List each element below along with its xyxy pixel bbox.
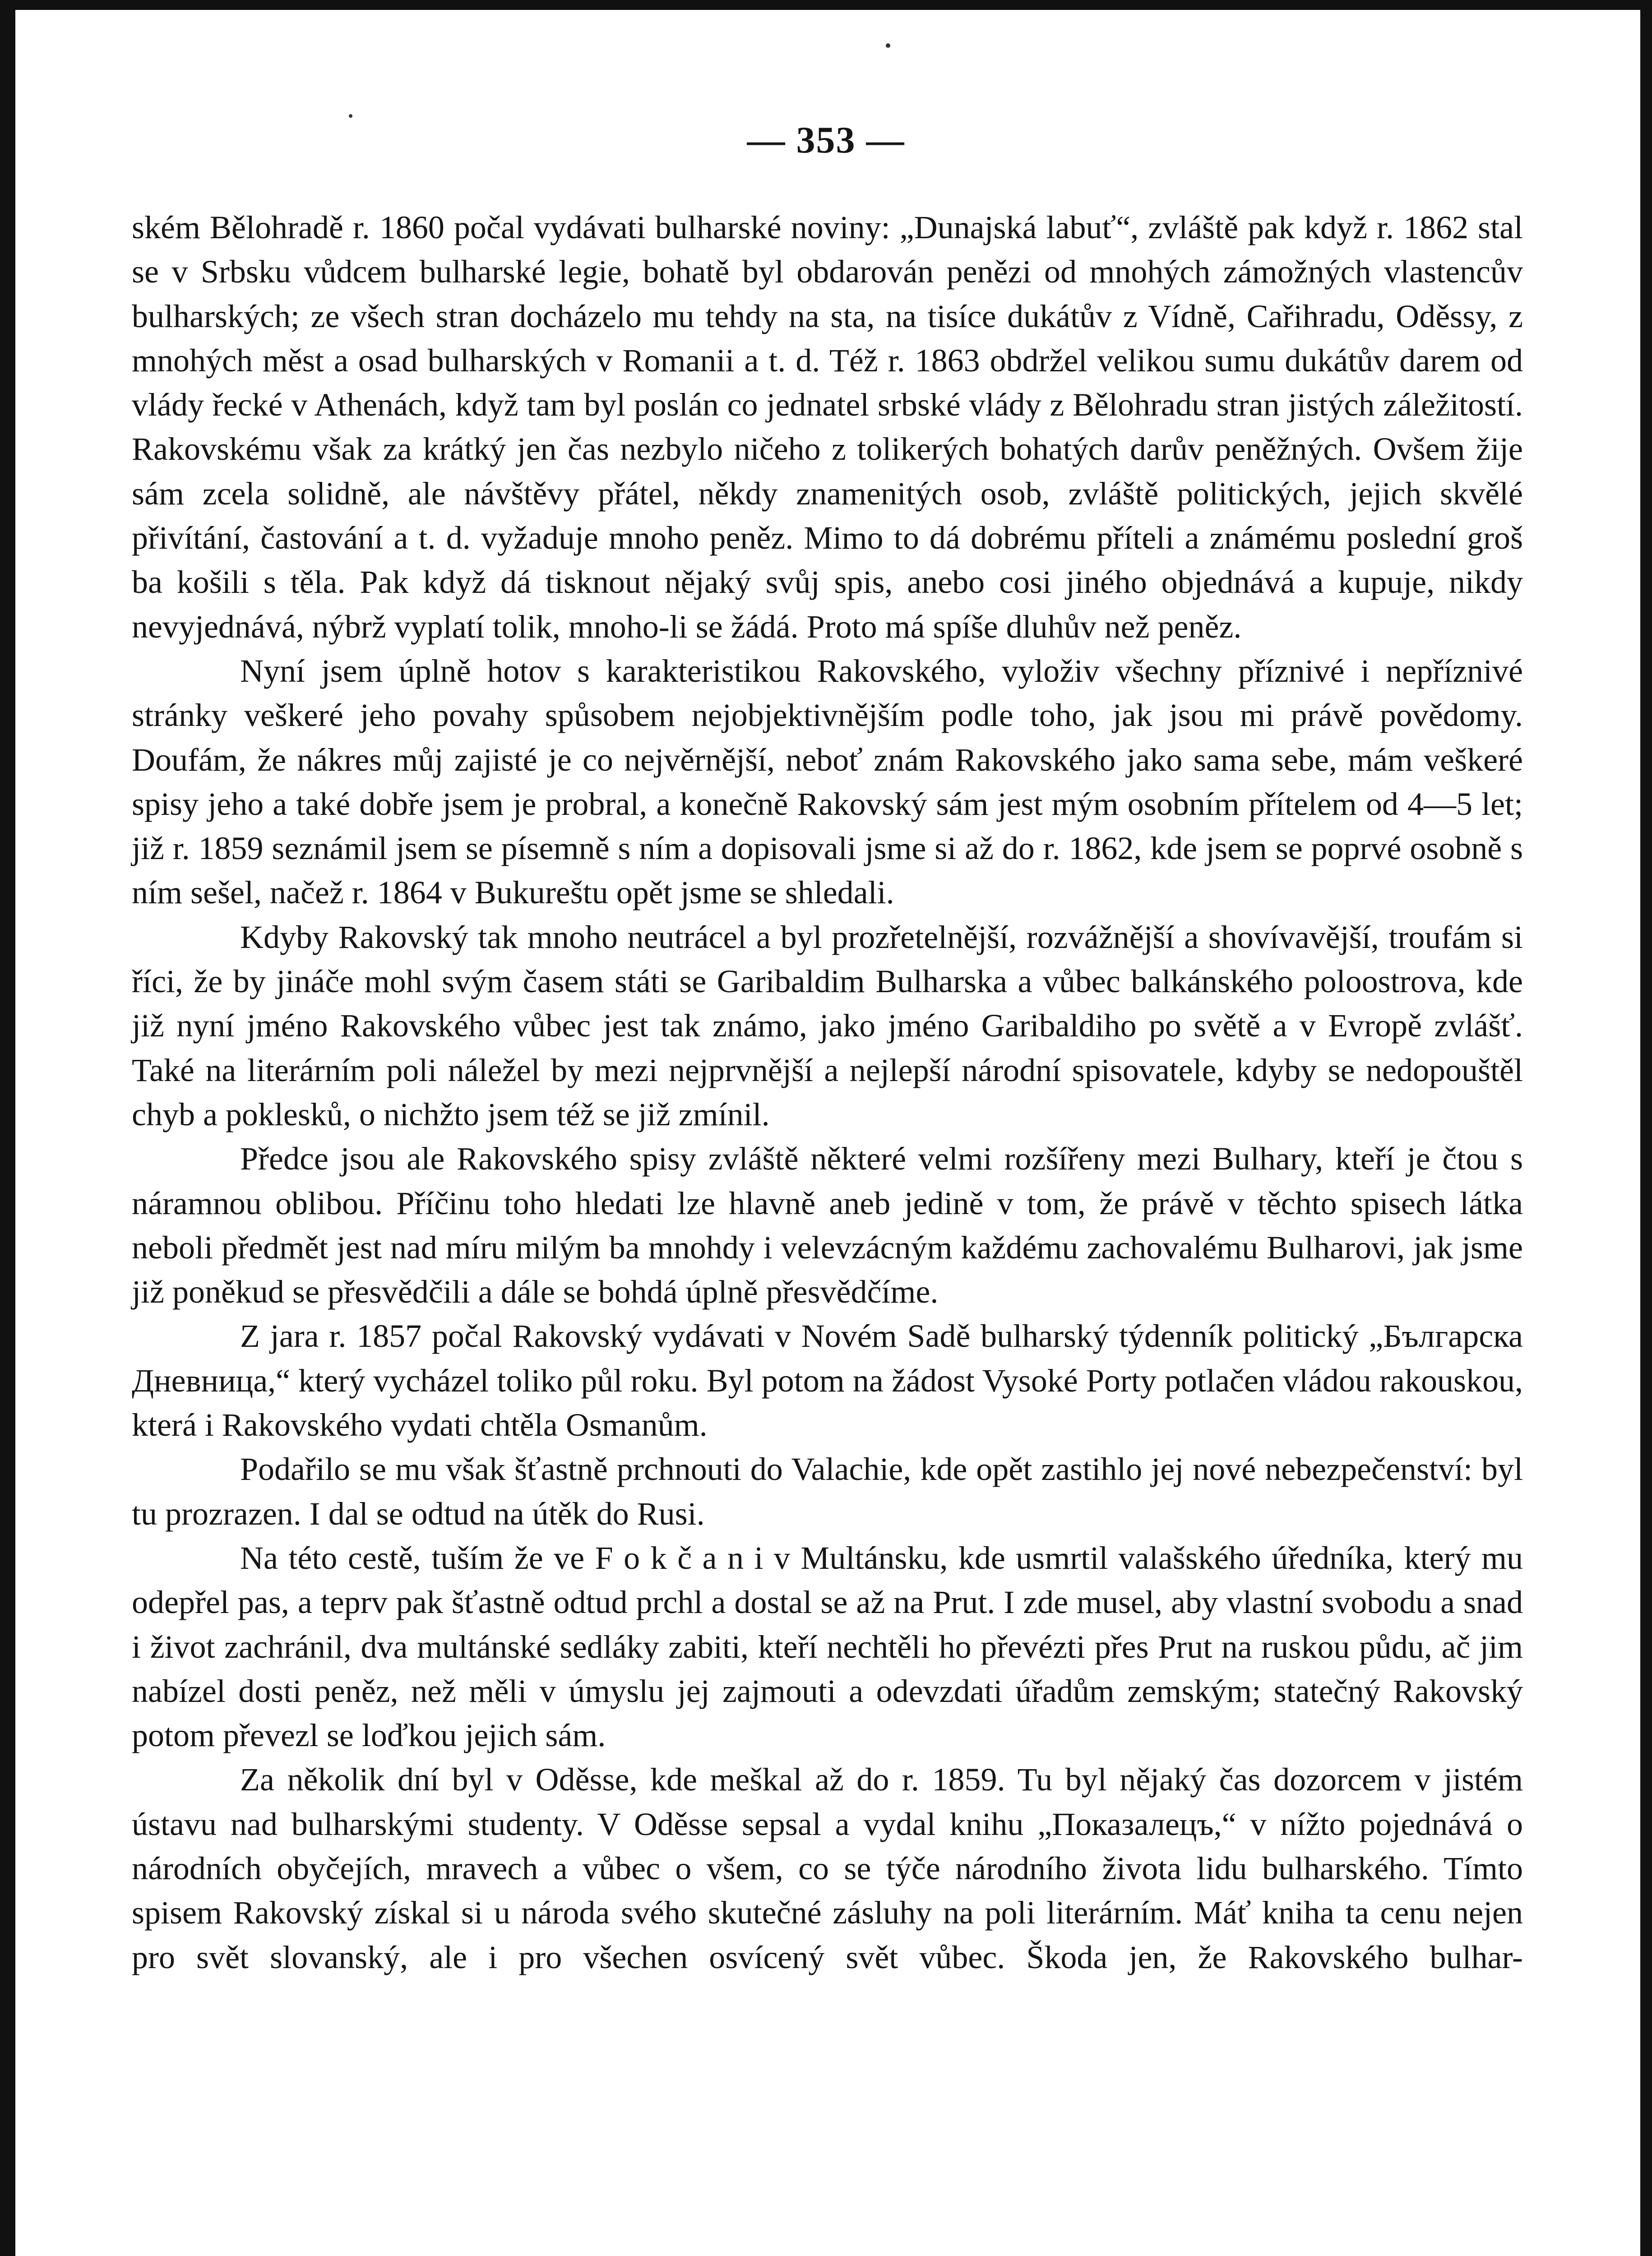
- scan-edge-top: [0, 0, 1652, 10]
- paragraph-3: Kdyby Rakovský tak mnoho neutrácel a byl prozřetelnější, rozvážnější a shovívavější, troufám si říci, že by jináče mohl svým časem státi se Garibaldim Bulharska a vůbec balkánského poloostrova, kde již nyní jméno Rakovského vůbec jest tak známo, jako jméno Garibaldiho po světě a v Evropě zvlášť. Také na literárním poli náležel by mezi nejprvnější a nejlepší národní spisovatele, kdyby se nedopouštěl chyb a poklesků, o nichžto jsem též se již zmínil.: [132, 919, 1523, 1133]
- scan-speck: [349, 114, 352, 118]
- scan-speck: [886, 43, 890, 48]
- scan-edge-right: [1640, 0, 1652, 2256]
- paragraph-4: Předce jsou ale Rakovského spisy zvláště některé velmi rozšířeny mezi Bulhary, kteří je čtou s náramnou oblibou. Příčinu toho hledati lze hlavně aneb jedině v tom, že právě v těchto spisech látka neboli předmět jest nad míru milým ba mnohdy i velevzácným každému zachovalému Bulharovi, jak jsme již poněkud se přesvědčili a dále se bohdá úplně přesvědčíme.: [132, 1141, 1523, 1310]
- paragraph-1: ském Bělohradě r. 1860 počal vydávati bulharské noviny: „Dunajská labuť“, zvláště pak když r. 1862 stal se v Srbsku vůdcem bulharské legie, bohatě byl obdarován penězi od mnohých zámožných vlastencův bulharských; ze všech stran docházelo mu tehdy na sta, na tisíce dukátův z Vídně, Cařihradu, Oděssy, z mnohých měst a osad bulharských v Romanii a t. d. Též r. 1863 obdržel velikou sumu dukátův darem od vlády řecké v Athenách, když tam byl poslán co jednatel srbské vlády z Bělohradu stran jistých záležitostí. Rakovskému však za krátký jen čas nezbylo ničeho z tolikerých bohatých darův peněžných. Ovšem žije sám zcela solidně, ale návštěvy přátel, někdy znamenitých osob, zvláště politických, jejich skvělé přivítání, častování a t. d. vyžaduje mnoho peněz. Mimo to dá dobrému příteli a známému poslední groš ba košili s těla. Pak když dá tisknout nějaký svůj spis, anebo cosi jiného objednává a kupuje, nikdy nevyjednává, nýbrž vyplatí tolik, mnoho-li se žádá. Proto má spíše dluhův než peněz.: [132, 209, 1523, 645]
- paragraph-2: Nyní jsem úplně hotov s karakteristikou Rakovského, vyloživ všechny příznivé i nepříznivé stránky veškeré jeho povahy spůsobem nejobjektivnějším podle toho, jak jsou mi právě povědomy. Doufám, že nákres můj zajisté je co nejvěrnější, neboť znám Rakovského jako sama sebe, mám veškeré spisy jeho a také dobře jsem je probral, a konečně Rakovský sám jest mým osobním přítelem od 4—5 let; již r. 1859 seznámil jsem se písemně s ním a dopisovali jsme si až do r. 1862, kde jsem se poprvé osobně s ním sešel, načež r. 1864 v Bukureštu opět jsme se shledali.: [132, 652, 1523, 911]
- page-number: — 353 —: [747, 119, 905, 161]
- scan-edge-left: [0, 0, 15, 2256]
- body-text: [132, 205, 1523, 1979]
- paragraph-8: Za několik dní byl v Oděsse, kde meškal až do r. 1859. Tu byl nějaký čas dozorcem v jistém ústavu nad bulharskými studenty. V Oděsse sepsal a vydal knihu „Показалецъ,“ v nížto pojednává o národních obyčejích, mravech a vůbec o všem, co se týče národního života lidu bulharského. Tímto spisem Rakovský získal si u národa svého skutečné zásluhy na poli literárním. Máť kniha ta cenu nejen pro svět slovanský, ale i pro všechen osvícený svět vůbec. Škoda jen, že Rakovského bulhar-: [132, 1761, 1523, 1975]
- paragraph-5: Z jara r. 1857 počal Rakovský vydávati v Novém Sadě bulharský týdenník politický „Българска Дневница,“ který vycházel toliko půl roku. Byl potom na žádost Vysoké Porty potlačen vládou rakouskou, která i Rakovského vydati chtěla Osmanům.: [132, 1318, 1523, 1443]
- paragraph-7: Na této cestě, tuším že ve F o k č a n i v Multánsku, kde usmrtil valašského úředníka, který mu odepřel pas, a teprv pak šťastně odtud prchl a dostal se až na Prut. I zde musel, aby vlastní svobodu a snad i život zachránil, dva multánské sedláky zabiti, kteří nechtěli ho převézti přes Prut na ruskou půdu, ač jim nabízel dosti peněz, než měli v úmyslu jej zajmouti a odevzdati úřadům zemským; statečný Rakovský potom převezl se loďkou jejich sám.: [132, 1539, 1523, 1754]
- paragraph-6: Podařilo se mu však šťastně prchnouti do Valachie, kde opět zastihlo jej nové nebezpečenství: byl tu prozrazen. I dal se odtud na útěk do Rusi.: [132, 1451, 1523, 1532]
